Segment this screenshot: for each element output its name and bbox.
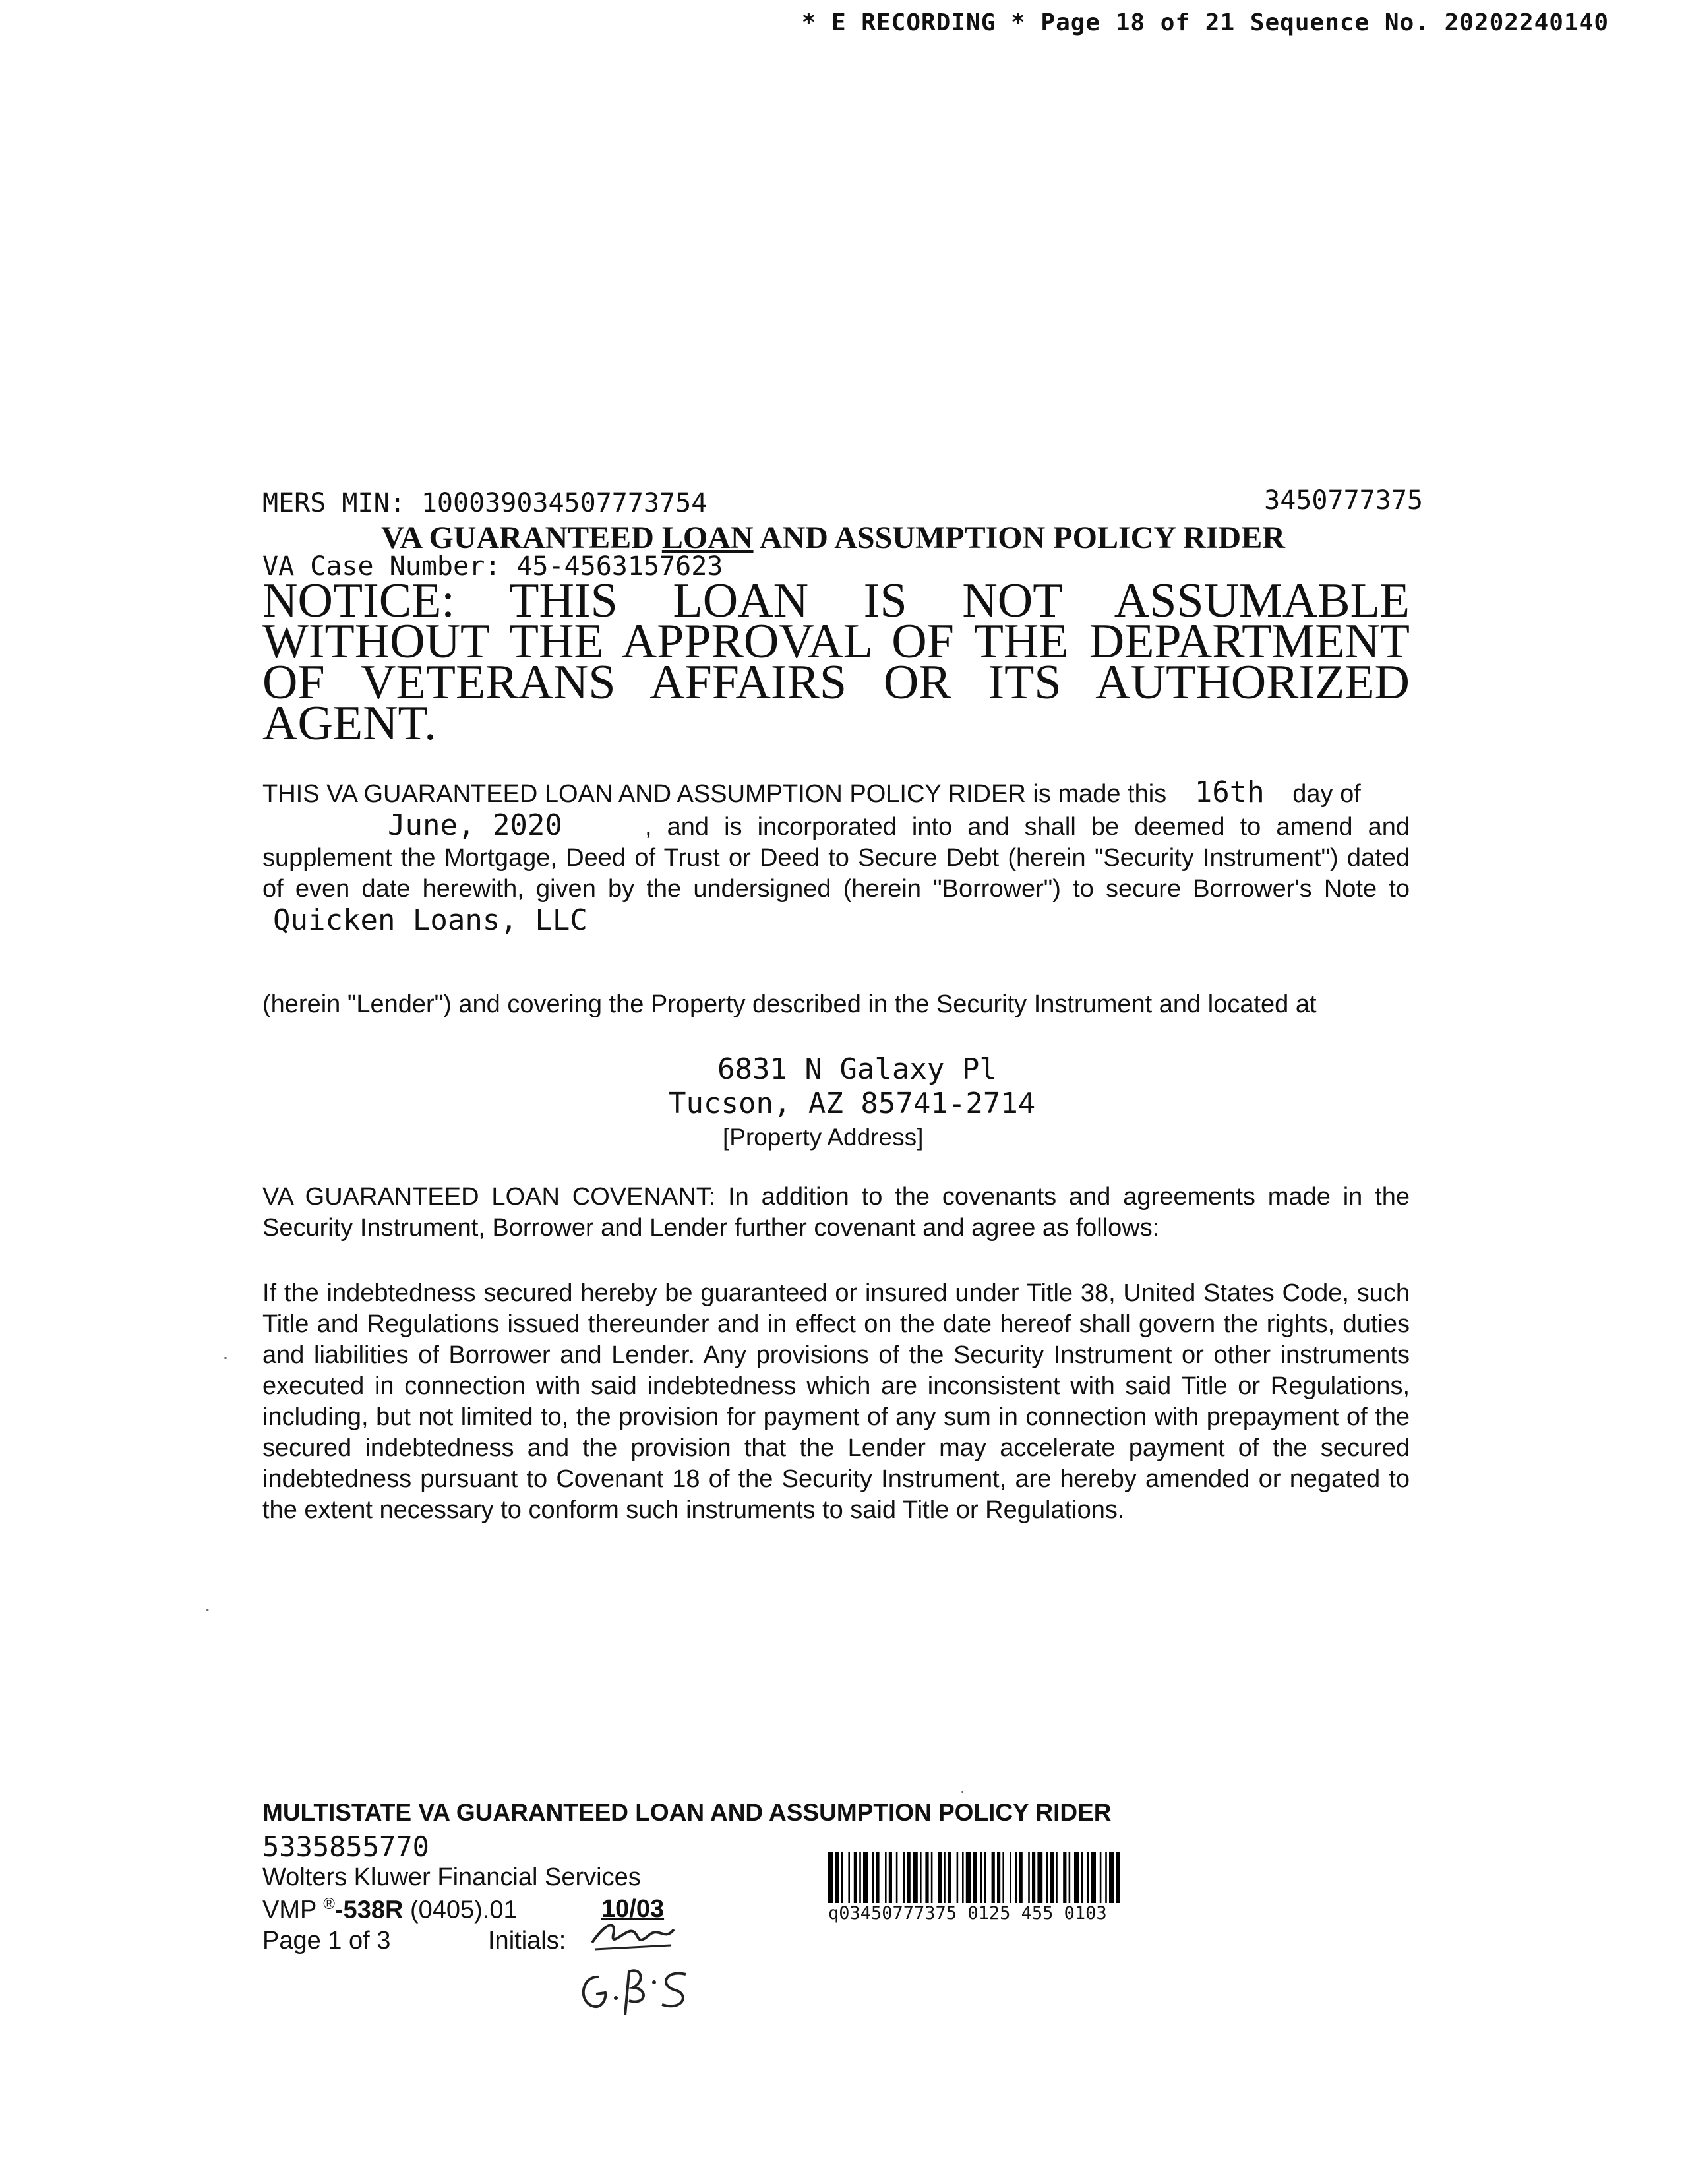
barcode-bar — [1087, 1852, 1089, 1903]
form-rev: (0405).01 — [403, 1896, 518, 1924]
barcode-bar — [913, 1852, 918, 1903]
form-date: 10/03 — [601, 1895, 665, 1923]
intro-paragraph — [262, 777, 1410, 938]
barcode-bar — [1074, 1852, 1079, 1903]
barcode-bar — [889, 1852, 892, 1903]
barcode-bar — [1032, 1852, 1035, 1903]
barcode-bar — [984, 1852, 986, 1903]
barcode-bar — [1056, 1852, 1058, 1903]
barcode-bar — [1105, 1852, 1107, 1903]
barcode-bar — [903, 1852, 905, 1903]
footer-form-code — [262, 1895, 518, 1925]
barcode-bar — [863, 1852, 868, 1903]
barcode-bar — [835, 1852, 839, 1903]
rider-title-part1: VA GUARANTEED — [381, 520, 662, 555]
property-address-line2: Tucson, AZ 85741-2714 — [669, 1087, 1036, 1120]
barcode-bar — [966, 1852, 971, 1903]
covenant-intro: VA GUARANTEED LOAN COVENANT: In addition to the covenants and agreements made in the Security Instrument, Borrower and Lender further covenant and agree as follows: — [262, 1183, 1410, 1242]
barcode-bar — [1037, 1852, 1042, 1903]
scan-speck — [224, 1357, 227, 1359]
barcode-bar — [1050, 1852, 1054, 1903]
recording-header: * E RECORDING * Page 18 of 21 Sequence No. 20202240140 — [801, 9, 1609, 36]
covenant-body: If the indebtedness secured hereby be guaranteed or insured under Title 38, United States Code, such Title and Regulations issued thereunder and in effect on the date hereof shall govern the rights, duties and liabilities of Borrower and Lender. Any provisions of the Security Instrument or other instruments executed in connection with said indebtedness which are inconsistent with said Title or Regulations, including, but not limited to, the provision for payment of any sum in connection with prepayment of the secured indebtedness and the provision that the Lender may accelerate payment of the secured indebtedness pursuant to Covenant 18 of the Security Instrument, are hereby amended or negated to the extent necessary to conform such instruments to said Title or Regulations. — [262, 1279, 1410, 1524]
mers-min: MERS MIN: 100039034507773754 — [262, 488, 708, 518]
barcode-bar — [872, 1852, 874, 1903]
barcode-bar — [931, 1852, 933, 1903]
barcode-bar — [962, 1852, 964, 1903]
intro-text1: THIS VA GUARANTEED LOAN AND ASSUMPTION POLICY RIDER is made this — [262, 780, 1167, 808]
rider-title — [381, 520, 1285, 556]
scan-speck — [961, 1791, 963, 1793]
barcode-bar — [907, 1852, 911, 1903]
form-prefix: VMP — [262, 1896, 324, 1924]
scan-speck — [206, 1609, 209, 1611]
va-case-number: VA Case Number: 45-4563157623 — [262, 551, 723, 582]
intro-text2: day of — [1292, 780, 1361, 808]
barcode-bar — [876, 1852, 879, 1903]
lender-name-field: Quicken Loans, LLC — [273, 903, 588, 937]
barcode — [828, 1852, 1277, 1903]
footer-company: Wolters Kluwer Financial Services — [262, 1864, 641, 1891]
barcode-bar — [1002, 1852, 1004, 1903]
barcode-bar — [980, 1852, 982, 1903]
day-field: 16th — [1194, 775, 1265, 809]
rider-title-part2: LOAN — [661, 520, 754, 555]
barcode-bar — [841, 1852, 843, 1903]
lender-paragraph: (herein "Lender") and covering the Property described in the Security Instrument and located at — [262, 990, 1317, 1018]
barcode-bar — [1010, 1852, 1011, 1903]
barcode-bar — [925, 1852, 928, 1903]
barcode-bar — [859, 1852, 861, 1903]
barcode-bar — [885, 1852, 887, 1903]
month-year-field: June, 2020 — [388, 808, 562, 842]
footer-number: 5335855770 — [262, 1831, 429, 1863]
initials-label: Initials: — [488, 1927, 566, 1955]
barcode-bar — [896, 1852, 898, 1903]
barcode-bar — [992, 1852, 995, 1903]
barcode-bar — [948, 1852, 951, 1903]
barcode-bar — [920, 1852, 922, 1903]
barcode-bar — [848, 1852, 850, 1903]
barcode-bar — [944, 1852, 946, 1903]
barcode-bar — [938, 1852, 942, 1903]
barcode-bar — [1116, 1852, 1120, 1903]
rider-title-part3: AND ASSUMPTION POLICY RIDER — [753, 520, 1285, 555]
page-number: Page 1 of 3 — [262, 1927, 391, 1955]
barcode-bar — [1081, 1852, 1083, 1903]
barcode-bar — [973, 1852, 977, 1903]
handwritten-initials — [572, 1964, 698, 2018]
barcode-bar — [957, 1852, 959, 1903]
barcode-bar — [1109, 1852, 1114, 1903]
barcode-bar — [1091, 1852, 1096, 1903]
barcode-bar — [1015, 1852, 1017, 1903]
property-address-line1: 6831 N Galaxy Pl — [717, 1052, 997, 1086]
intro-text3: , and is incorporated into and shall be deemed to amend and supplement the Mortgage, Deed of Trust or Deed to Secure Debt (herein "Security Instrument") dated of even date herewith, given by the undersigned (herein "Borrower") to secure Borrower's Note to — [262, 813, 1410, 903]
property-address-label: [Property Address] — [723, 1124, 924, 1151]
barcode-bar — [828, 1852, 833, 1903]
barcode-bar — [1046, 1852, 1048, 1903]
barcode-bar — [1063, 1852, 1066, 1903]
barcode-bar — [854, 1852, 857, 1903]
form-reg: ® — [323, 1895, 335, 1913]
barcode-bar — [1069, 1852, 1071, 1903]
initials-scribble — [587, 1915, 679, 1955]
barcode-bar — [1028, 1852, 1030, 1903]
loan-number: 3450777375 — [1264, 485, 1423, 516]
barcode-bar — [997, 1852, 1000, 1903]
form-code: -538R — [334, 1896, 404, 1924]
footer-title: MULTISTATE VA GUARANTEED LOAN AND ASSUMPTION POLICY RIDER — [262, 1799, 1112, 1826]
barcode-number: q03450777375 0125 455 0103 — [828, 1903, 1107, 1924]
assumability-notice: NOTICE: THIS LOAN IS NOT ASSUMABLE WITHOUT THE APPROVAL OF THE DEPARTMENT OF VETERANS AFFAIRS OR ITS AUTHORIZED AGENT. — [262, 574, 1410, 750]
barcode-bar — [1019, 1852, 1023, 1903]
barcode-bar — [1100, 1852, 1102, 1903]
